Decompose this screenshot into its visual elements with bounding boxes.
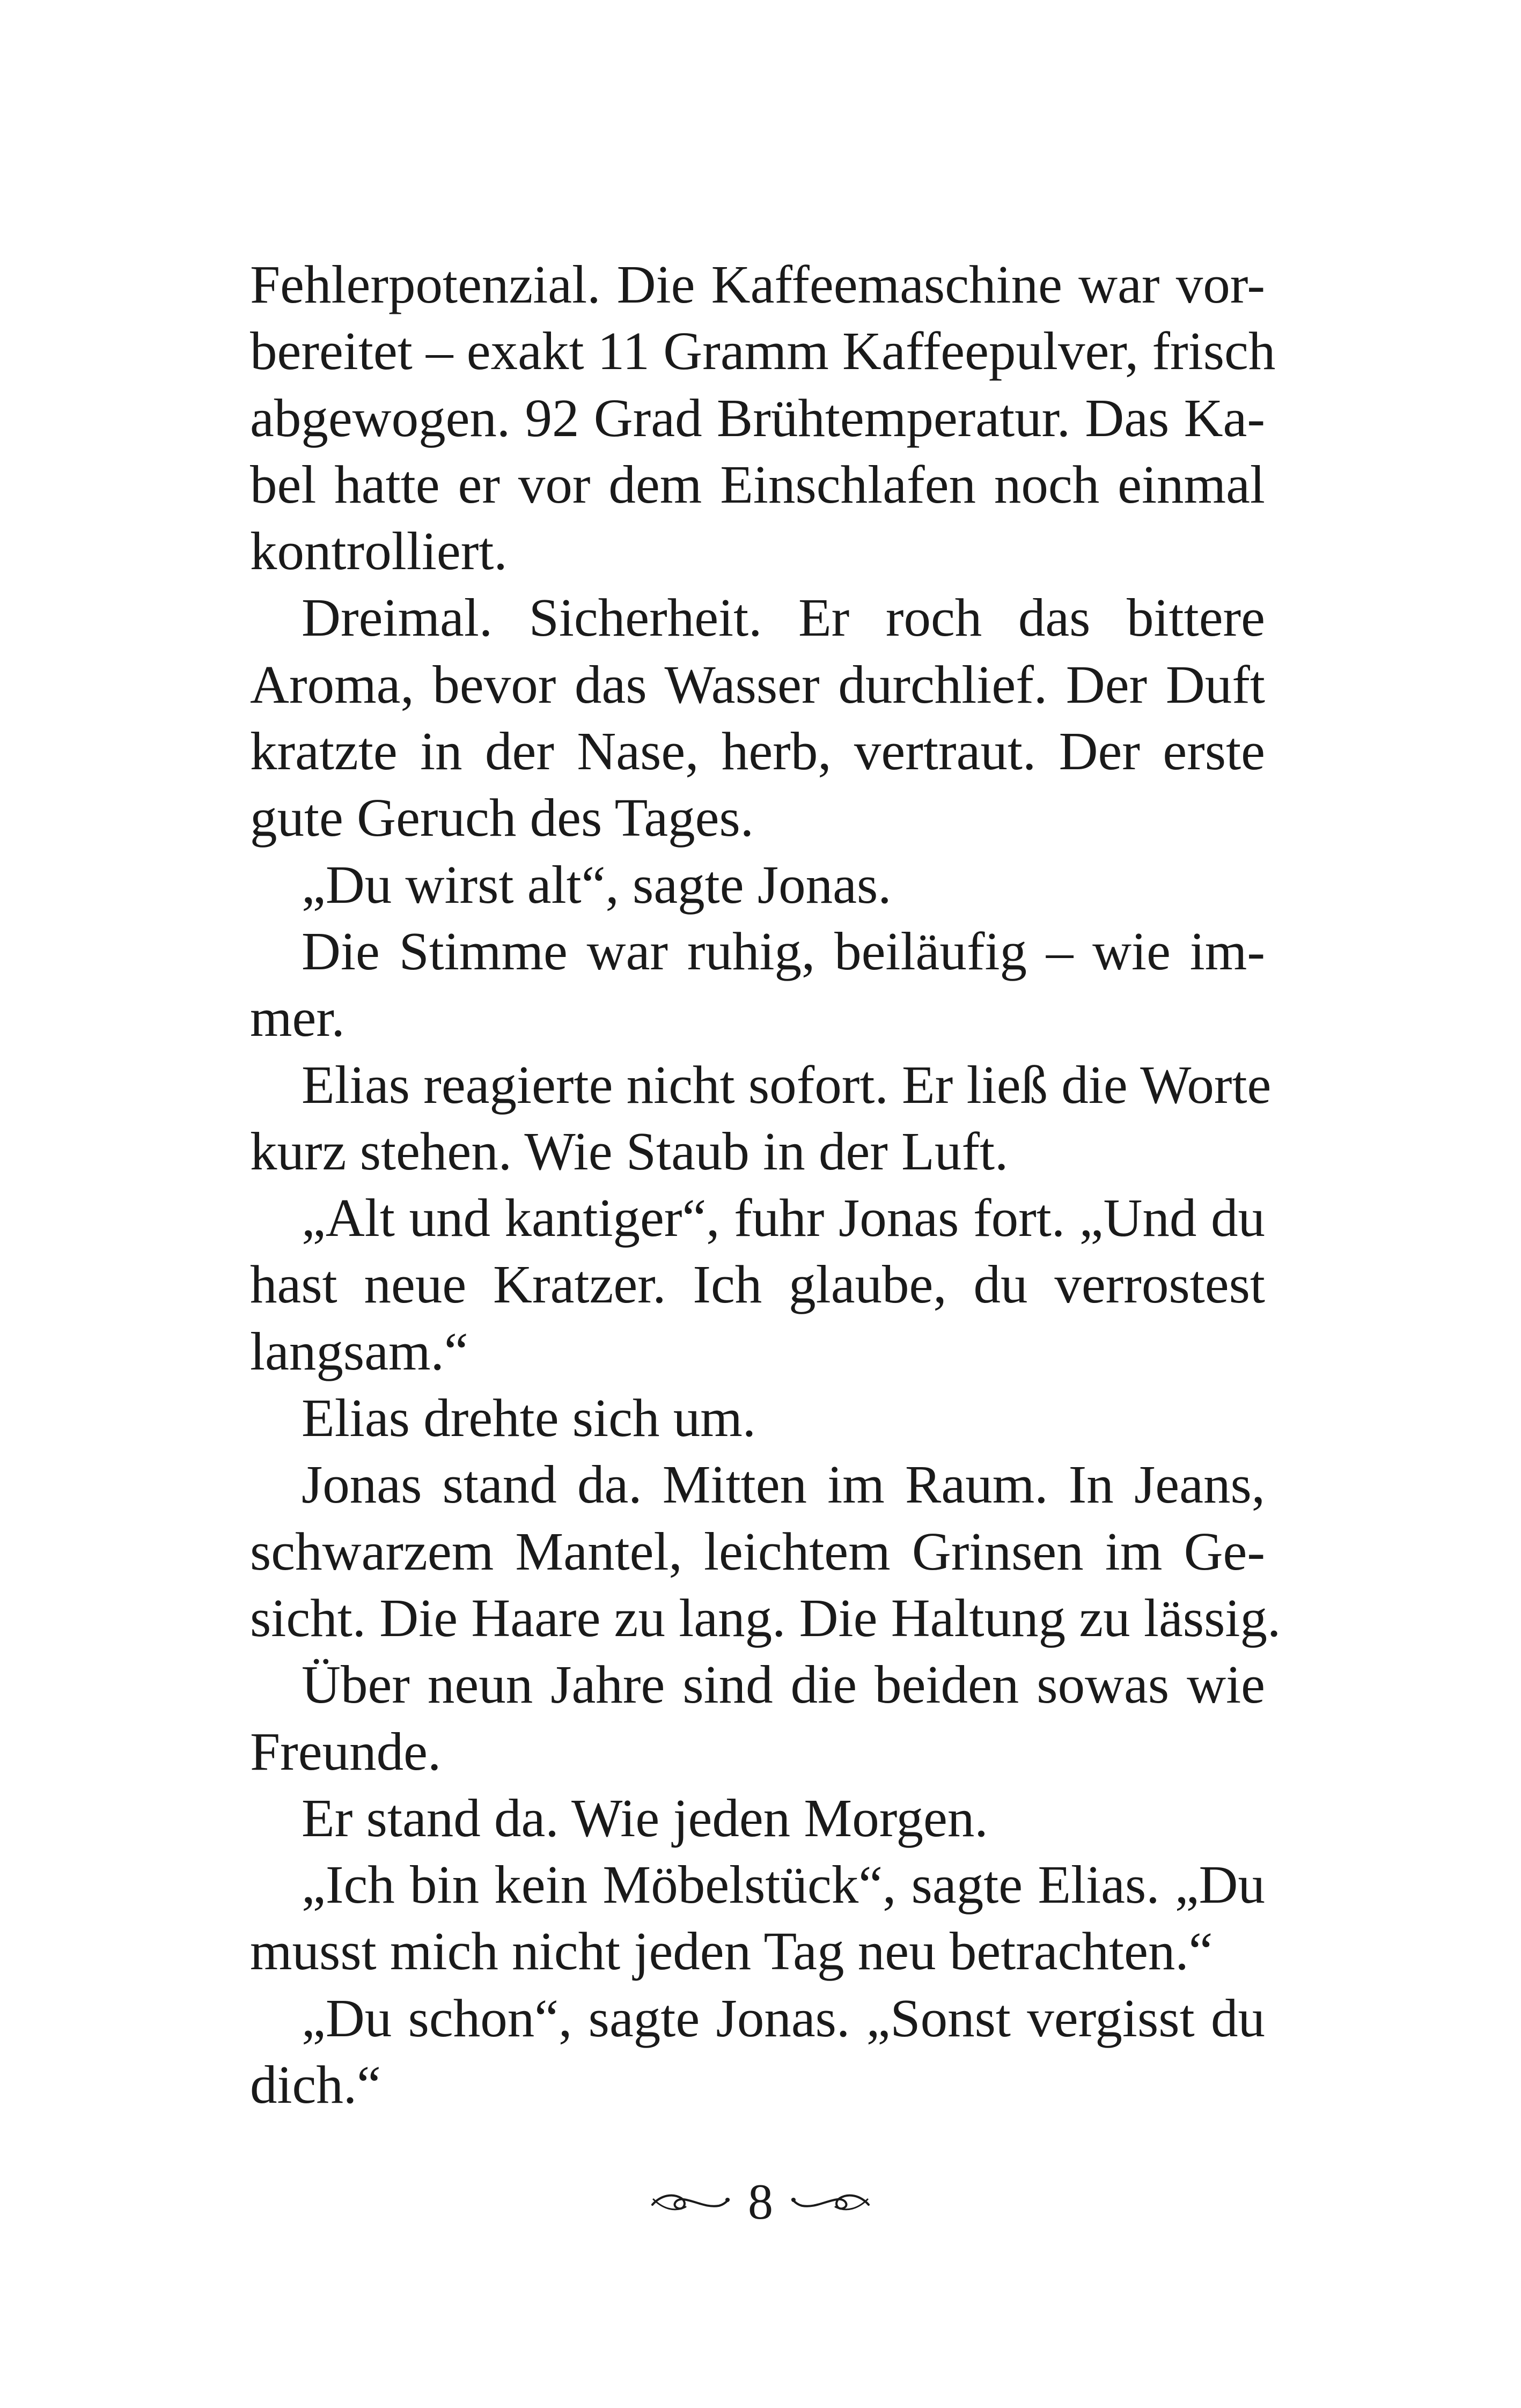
text-line: Elias reagierte nicht sofort. Er ließ die Worte <box>302 1054 1272 1115</box>
text-line: „Du schon“, sagte Jonas. „Sonst vergisst du <box>302 1987 1265 2048</box>
flourish-right-icon <box>790 2183 871 2221</box>
text-line: „Alt und kantiger“, fuhr Jonas fort. „Und du <box>302 1188 1265 1248</box>
text-line: Jonas stand da. Mitten im Raum. In Jeans, <box>302 1454 1265 1515</box>
text-line: „Du wirst alt“, sagte Jonas. <box>302 854 892 915</box>
text-line: bereitet – exakt 11 Gramm Kaffeepulver, frisch <box>250 321 1276 381</box>
text-line: Aroma, bevor das Wasser durchlief. Der Duft <box>250 654 1265 715</box>
text-line: hast neue Kratzer. Ich glaube, du verrostest <box>250 1254 1265 1315</box>
body-text <box>250 251 1281 2118</box>
text-line: Über neun Jahre sind die beiden sowas wie <box>302 1654 1265 1715</box>
text-line: kratzte in der Nase, herb, vertraut. Der erste <box>250 721 1265 782</box>
text-line: Elias drehte sich um. <box>302 1388 756 1448</box>
text-line: schwarzem Mantel, leichtem Grinsen im Ge- <box>250 1521 1265 1581</box>
text-line: Die Stimme war ruhig, beiläufig – wie im- <box>302 921 1265 981</box>
text-line: musst mich nicht jeden Tag neu betrachten.“ <box>250 1921 1213 1982</box>
text-line: Dreimal. Sicherheit. Er roch das bittere <box>302 587 1265 648</box>
text-line: sicht. Die Haare zu lang. Die Haltung zu lässig. <box>250 1587 1281 1648</box>
text-line: Er stand da. Wie jeden Morgen. <box>302 1787 988 1848</box>
text-line: mer. <box>250 988 345 1048</box>
text-line: Fehlerpotenzial. Die Kaffeemaschine war vor- <box>250 254 1265 314</box>
text-line: kontrolliert. <box>250 521 508 581</box>
page-footer <box>0 2164 1521 2240</box>
text-line: langsam.“ <box>250 1321 468 1381</box>
text-line: kurz stehen. Wie Staub in der Luft. <box>250 1121 1009 1181</box>
text-line: „Ich bin kein Möbelstück“, sagte Elias. „Du <box>302 1854 1265 1915</box>
text-line: gute Geruch des Tages. <box>250 787 754 848</box>
text-line: Freunde. <box>250 1721 442 1781</box>
text-line: dich.“ <box>250 2054 381 2115</box>
text-line: abgewogen. 92 Grad Brühtemperatur. Das Ka- <box>250 387 1265 448</box>
text-line: bel hatte er vor dem Einschlafen noch einmal <box>250 454 1265 514</box>
flourish-left-icon <box>650 2183 731 2221</box>
page-number: 8 <box>748 2174 773 2230</box>
